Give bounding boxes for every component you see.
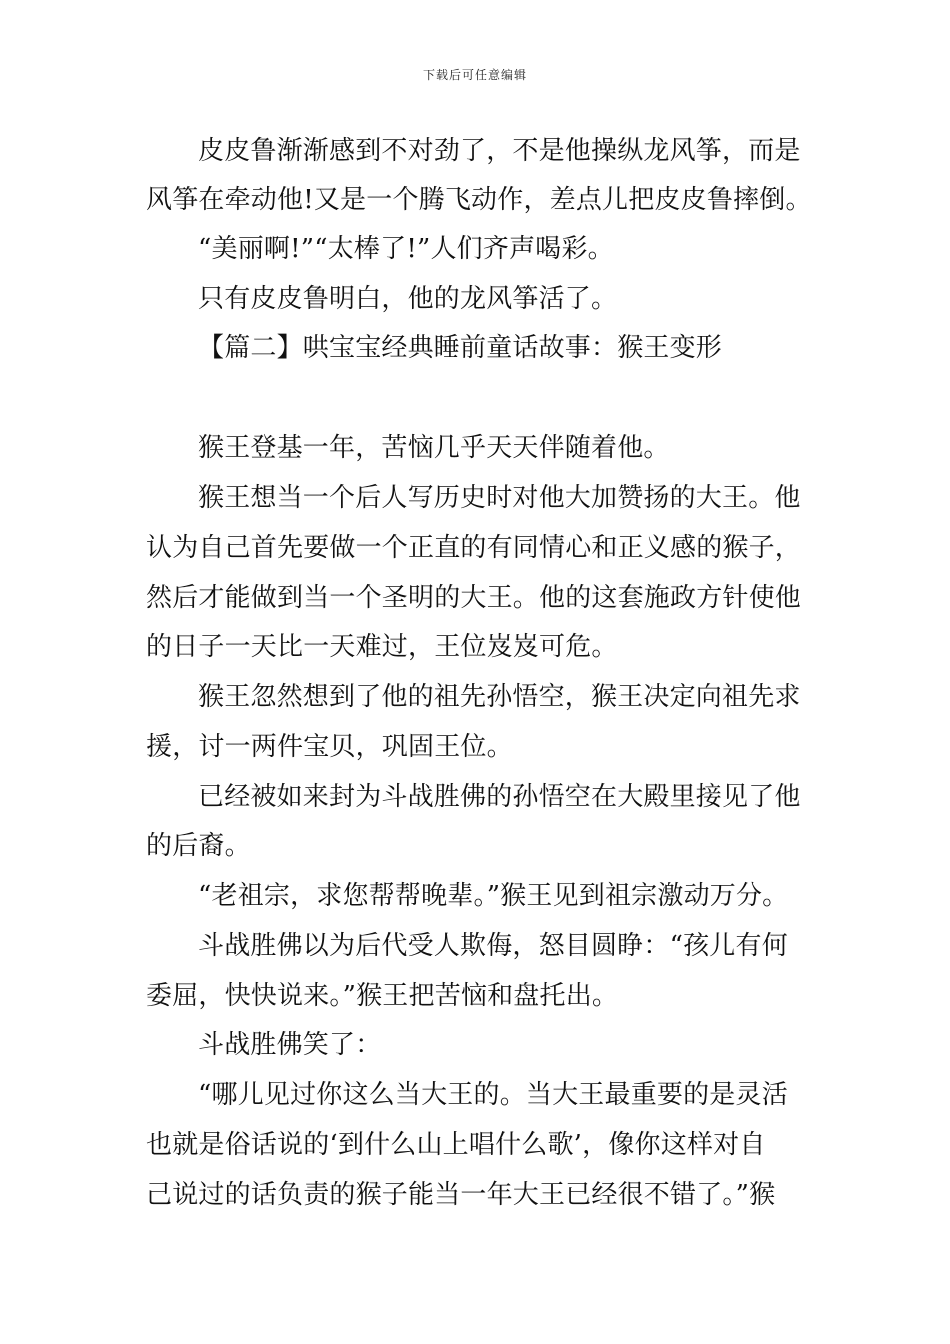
section-heading: 【篇二】哄宝宝经典睡前童话故事：猴王变形 xyxy=(198,333,723,363)
paragraph-line: 的后裔。 xyxy=(146,831,251,861)
paragraph-line: 猴王想当一个后人写历史时对他大加赞扬的大王。他 xyxy=(198,483,801,513)
paragraph-line: 皮皮鲁渐渐感到不对劲了，不是他操纵龙风筝，而是 xyxy=(198,136,801,166)
paragraph-line: 猴王忽然想到了他的祖先孙悟空，猴王决定向祖先求 xyxy=(198,682,801,712)
paragraph-line: 然后才能做到当一个圣明的大王。他的这套施政方针使他 xyxy=(146,583,802,613)
paragraph-line: 的日子一天比一天难过，王位岌岌可危。 xyxy=(146,632,618,662)
paragraph-line: 猴王登基一年，苦恼几乎天天伴随着他。 xyxy=(198,433,670,463)
paragraph-line: 只有皮皮鲁明白，他的龙风筝活了。 xyxy=(198,284,618,314)
paragraph-line: 已经被如来封为斗战胜佛的孙悟空在大殿里接见了他 xyxy=(198,782,801,812)
page-header: 下载后可任意编辑 xyxy=(422,68,527,82)
paragraph-line: 认为自己首先要做一个正直的有同情心和正义感的猴子， xyxy=(146,533,802,563)
paragraph-line: “哪儿见过你这么当大王的。当大王最重要的是灵活 xyxy=(198,1080,788,1110)
paragraph-line: “老祖宗，求您帮帮晚辈。”猴王见到祖宗激动万分。 xyxy=(198,881,789,911)
paragraph-line: 风筝在牵动他!又是一个腾飞动作，差点儿把皮皮鲁摔倒。 xyxy=(146,185,812,215)
paragraph-line: 援，讨一两件宝贝，巩固王位。 xyxy=(146,732,513,762)
paragraph-line: “美丽啊!”“太棒了!”人们齐声喝彩。 xyxy=(198,234,614,264)
paragraph-line: 己说过的话负责的猴子能当一年大王已经很不错了。”猴 xyxy=(146,1180,776,1210)
paragraph-line: 斗战胜佛笑了： xyxy=(198,1030,382,1060)
paragraph-line: 也就是俗话说的‘到什么山上唱什么歌’，像你这样对自 xyxy=(146,1130,766,1160)
paragraph-line: 委屈，快快说来。”猴王把苦恼和盘托出。 xyxy=(146,981,619,1011)
paragraph-line: 斗战胜佛以为后代受人欺侮，怒目圆睁：“孩儿有何 xyxy=(198,931,788,961)
